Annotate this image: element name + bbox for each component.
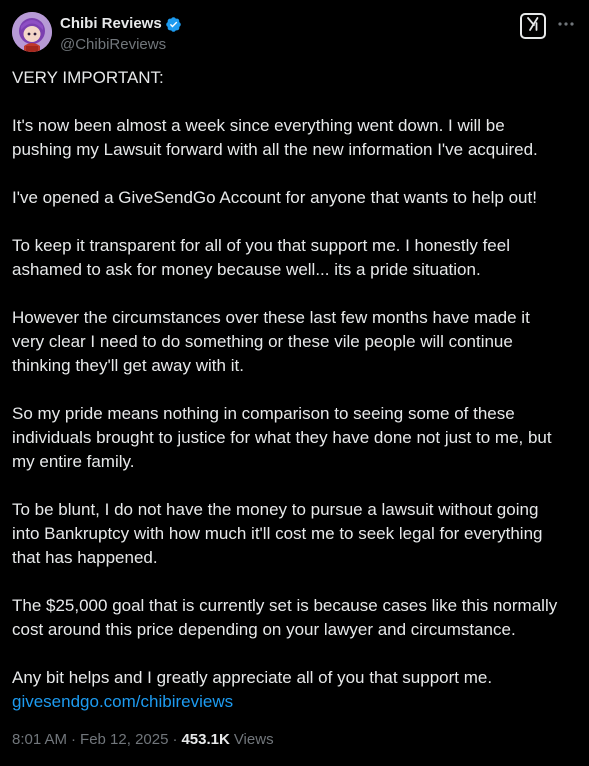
tweet-paragraph-text: Any bit helps and I greatly appreciate all of you that support me. xyxy=(12,668,493,687)
tweet-paragraph: However the circumstances over these last few months have made it very clear I need to do something or these vile people will continue thinking they'll get away with it. xyxy=(12,308,530,375)
tweet-paragraph: I've opened a GiveSendGo Account for anyone that wants to help out! xyxy=(12,188,537,207)
more-horizontal-icon xyxy=(557,15,575,38)
tweet-paragraph: To be blunt, I do not have the money to pursue a lawsuit without going into Bankruptcy with how much it'll cost me to seek legal for everything that has happened. xyxy=(12,500,543,567)
post-date[interactable]: Feb 12, 2025 xyxy=(80,731,169,748)
tweet-paragraph: So my pride means nothing in comparison to seeing some of these individuals brought to justice for what they have done not just to me, but my entire family. xyxy=(12,404,552,471)
tweet-paragraph: The $25,000 goal that is currently set is because cases like this normally cost around this price depending on your lawyer and circumstance. xyxy=(12,596,558,639)
avatar[interactable] xyxy=(12,12,52,52)
display-name[interactable]: Chibi Reviews xyxy=(60,15,162,32)
verified-badge-icon[interactable] xyxy=(165,16,182,33)
tweet-header xyxy=(12,12,577,56)
tweet-paragraph-final xyxy=(12,666,580,714)
views-label: Views xyxy=(233,731,274,748)
post-time[interactable]: 8:01 AM xyxy=(12,731,68,748)
author-handle[interactable]: @ChibiReviews xyxy=(60,36,167,53)
tweet-paragraph: It's now been almost a week since everything went down. I will be pushing my Lawsuit forward with all the new information I've acquired. xyxy=(12,116,538,159)
tweet-meta xyxy=(12,730,274,750)
author-names xyxy=(60,14,182,55)
more-options-button[interactable] xyxy=(555,15,577,37)
tweet-text xyxy=(12,66,580,714)
grok-icon xyxy=(525,16,541,37)
meta-separator: · xyxy=(172,731,178,748)
givesendgo-link[interactable]: givesendgo.com/chibireviews xyxy=(12,692,234,711)
tweet-paragraph: To keep it transparent for all of you that support me. I honestly feel ashamed to ask for money because well... its a pride situation. xyxy=(12,236,510,279)
display-name-row xyxy=(60,14,182,34)
views-count: 453.1K xyxy=(181,731,230,748)
tweet-paragraph: VERY IMPORTANT: xyxy=(12,68,164,87)
meta-separator: · xyxy=(71,731,77,748)
grok-button[interactable] xyxy=(520,13,546,39)
